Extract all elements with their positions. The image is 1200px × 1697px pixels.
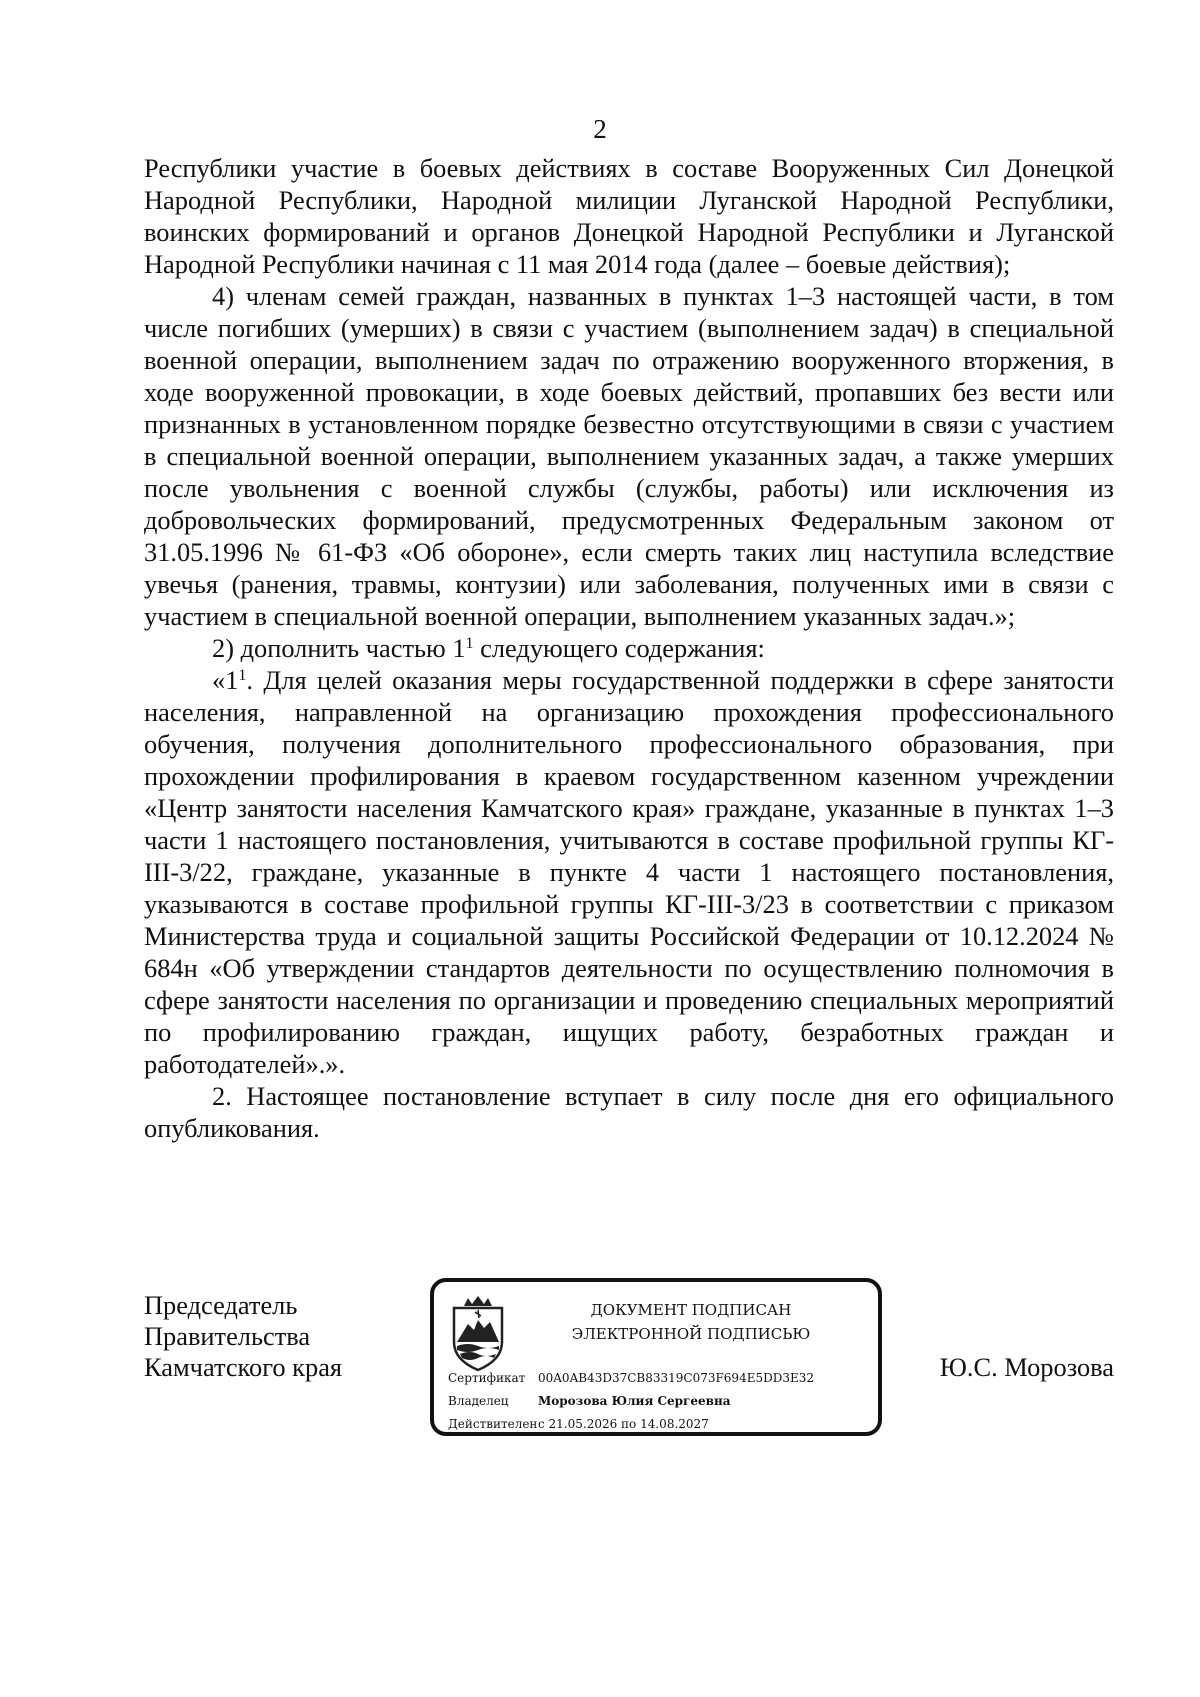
paragraph-item-4: 4) членам семей граждан, названных в пунктах 1–3 настоящей части, в том числе погибших (умерших) в связи с участием (выполнением задач) в специальной военной операции, выполнением задач по отражению вооруженного вторжения, в ходе вооруженной провокации, в ходе боевых действий, пропавших без вести или признанных в установленном порядке безвестно отсутствующими в связи с участием в специальной военной операции, выполнением указанных задач, а также умерших после увольнения с военной службы (службы, работы) или исключения из добровольческих формирований, предусмотренных Федеральным законом от 31.05.1996 № 61-ФЗ «Об обороне», если смерть таких лиц наступила вследствие увечья (ранения, травмы, контузии) или заболевания, полученных ими в связи с участием в специальной военной операции, выполнением указанных задач.»; [144,281,1114,631]
stamp-certificate-value: 00A0AB43D37CB83319C073F694E5DD3E32 [538,1371,815,1385]
paragraph-part-1-1 [144,664,1114,1080]
paragraph-amend-2-before: 2) дополнить частью 1 [212,633,466,663]
signatory-position-line: Правительства [144,1321,311,1351]
stamp-certificate [448,1371,814,1385]
kamchatka-coat-of-arms-icon [448,1292,508,1374]
stamp-owner [448,1394,731,1408]
superscript: 1 [465,635,474,652]
paragraph-amend-2 [144,632,1114,664]
signatory-name: Ю.С. Морозова [939,1352,1114,1382]
stamp-title-line: ДОКУМЕНТ ПОДПИСАН [590,1301,792,1319]
signatory-position-line: Камчатского края [144,1352,343,1382]
stamp-title-line: ЭЛЕКТРОННОЙ ПОДПИСЬЮ [571,1325,811,1343]
paragraph-part-1-1-after: . Для целей оказания меры государственной поддержки в сфере занятости населения, направленной на организацию прохождения профессионального обучения, получения дополнительного профессионального образования, при прохождении профилирования в краевом государственном казенном учреждении «Центр занятости населения Камчатского края» граждане, указанные в пунктах 1–3 части 1 настоящего постановления, учитываются в составе профильной группы КГ-III-3/22, граждане, указанные в пункте 4 части 1 настоящего постановления, указываются в составе профильной группы КГ-III-3/23 в соответствии с приказом Министерства труда и социальной защиты Российской Федерации от 10.12.2024 № 684н «Об утверждении стандартов деятельности по осуществлению полномочия в сфере занятости населения по организации и проведению специальных мероприятий по профилированию граждан, ищущих работу, безработных граждан и работодателей».». [144,665,1114,1079]
page-number: 2 [593,114,607,144]
paragraph-amend-2-after: следующего содержания: [473,633,765,663]
stamp-validity-label: Действителен [448,1417,538,1431]
signatory-position-line: Председатель [144,1290,298,1320]
document-body [144,152,1114,1144]
electronic-signature-stamp [430,1278,882,1436]
stamp-validity [448,1417,709,1431]
stamp-validity-value: с 21.05.2026 по 14.08.2027 [538,1417,709,1431]
stamp-owner-label: Владелец [448,1394,509,1408]
stamp-certificate-label: Сертификат [448,1371,526,1385]
paragraph-part-1-1-before: «1 [212,665,239,695]
paragraph-continuation: Республики участие в боевых действиях в составе Вооруженных Сил Донецкой Народной Республики, Народной милиции Луганской Народной Республики, воинских формирований и органов Донецкой Народной Республики и Луганской Народной Республики начиная с 11 мая 2014 года (далее – боевые действия); [144,153,1114,279]
stamp-title [514,1298,868,1346]
stamp-owner-value: Морозова Юлия Сергеевна [538,1394,731,1408]
signatory-position [144,1290,342,1383]
paragraph-effective-date: 2. Настоящее постановление вступает в силу после дня его официального опубликования. [144,1081,1114,1143]
superscript: 1 [238,667,247,684]
